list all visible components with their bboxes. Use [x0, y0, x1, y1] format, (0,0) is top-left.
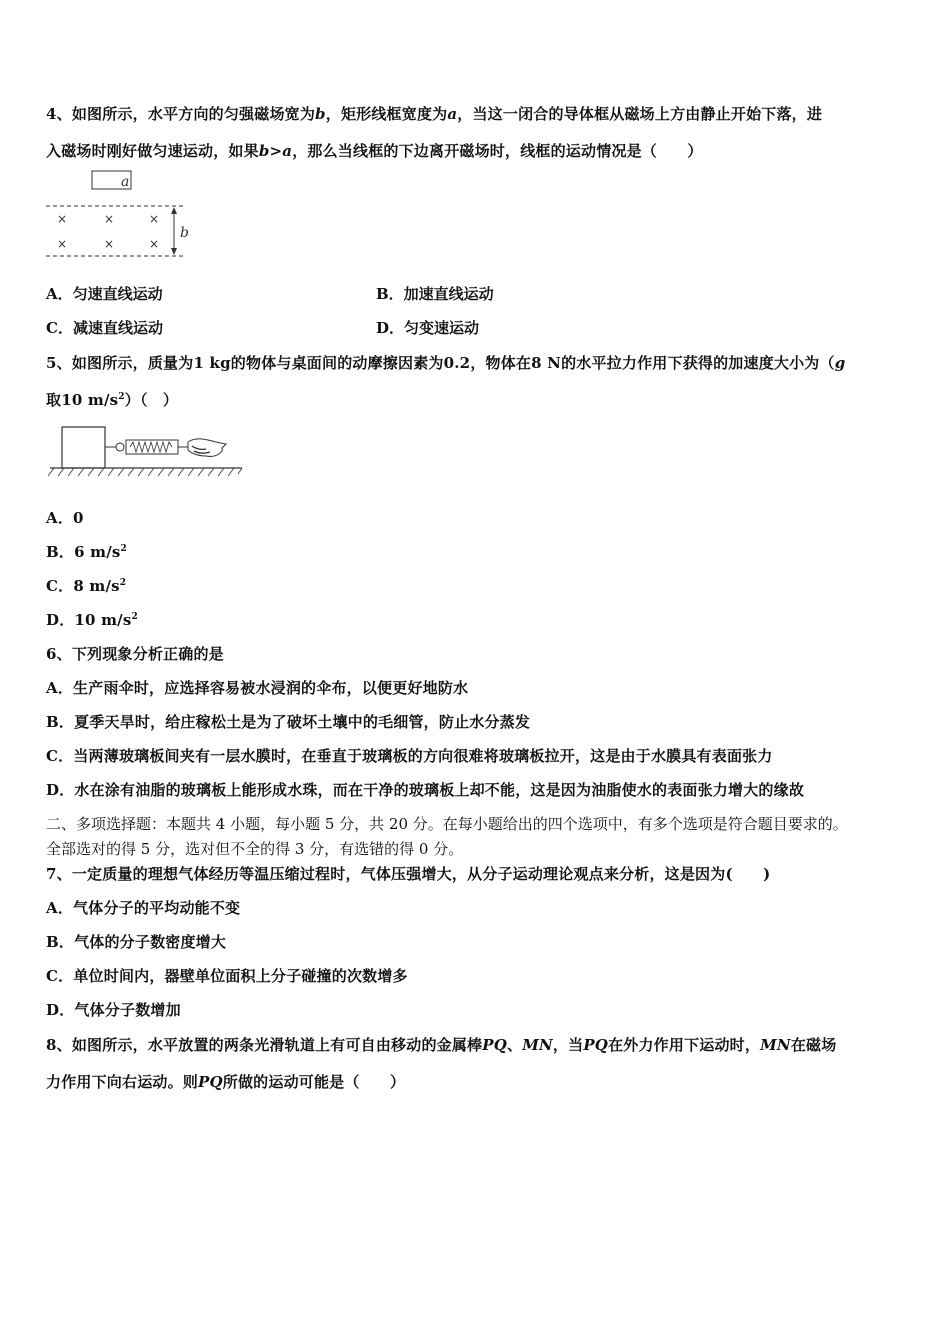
q4-var-a: a: [447, 105, 458, 123]
field-cross-mark: ×: [149, 212, 160, 226]
field-cross-mark: ×: [57, 237, 68, 251]
arrow-head-down: [171, 248, 177, 255]
q5-text: 取: [46, 391, 62, 409]
q7-option-d[interactable]: D．气体分子数增加: [46, 1001, 181, 1019]
magnetic-field-figure: [40, 166, 200, 262]
q8-text: 8、如图所示，水平放置的两条光滑轨道上有可自由移动的金属棒: [46, 1036, 483, 1054]
q5-text: 的物体与桌面间的动摩擦因素为: [230, 354, 444, 372]
spring-coil: [130, 442, 172, 452]
q4-option-d[interactable]: D．匀变速运动: [376, 319, 480, 337]
q4-text: 4、如图所示，水平方向的匀强磁场宽为: [46, 105, 316, 123]
field-width-label: b: [180, 225, 189, 241]
field-cross-mark: ×: [104, 237, 115, 251]
q5-text: 的水平拉力作用下获得的加速度大小为（: [561, 354, 835, 372]
arrow-head-up: [171, 207, 177, 214]
q7-option-c[interactable]: C．单位时间内，器壁单位面积上分子碰撞的次数增多: [46, 967, 408, 985]
q4-stem-line2: [46, 140, 703, 161]
q8-stem-line1: [46, 1034, 836, 1055]
q8-text: 在磁场: [790, 1036, 837, 1054]
q8-text: 、: [507, 1036, 523, 1054]
q5-text: ，物体在: [470, 354, 532, 372]
q6-stem: 6、下列现象分析正确的是: [46, 645, 224, 663]
q4-text: ，当这一闭合的导体框从磁场上方由静止开始下落，进: [457, 105, 823, 123]
block: [62, 427, 105, 468]
q8-rod-mn: MN: [760, 1036, 791, 1054]
q8-stem-line2: [46, 1071, 405, 1092]
hand-fingers: [192, 446, 210, 453]
q5-option-b-label: B．6 m/s: [46, 543, 121, 561]
q8-rod-pq: PQ: [198, 1073, 223, 1091]
q5-text: 5、如图所示，质量为: [46, 354, 194, 372]
field-cross-mark: ×: [104, 212, 115, 226]
coil-width-label: a: [121, 174, 130, 190]
q5-friction-coefficient: 0.2: [443, 354, 471, 372]
q8-rod-mn: MN: [522, 1036, 553, 1054]
q5-option-d-label: D．10 m/s: [46, 611, 132, 629]
q8-text: 力作用下向右运动。则: [46, 1073, 199, 1091]
q4-var-b: b: [315, 105, 326, 123]
q4-text: ，矩形线框宽度为: [325, 105, 448, 123]
q5-option-d-exp: 2: [131, 612, 138, 622]
q5-option-b[interactable]: [46, 541, 127, 562]
spring-scale-body: [126, 440, 178, 454]
q5-option-b-exp: 2: [120, 544, 128, 554]
q8-rod-pq: PQ: [482, 1036, 507, 1054]
q5-option-a-label: A．0: [46, 509, 84, 527]
q6-option-d[interactable]: D．水在涂有油脂的玻璃板上能形成水珠，而在干净的玻璃板上却不能，这是因为油脂使水的表面张力增大的缘故: [46, 781, 805, 799]
q5-force: 8 N: [531, 354, 562, 372]
q7-option-b[interactable]: B．气体的分子数密度增大: [46, 933, 227, 951]
q5-option-c-label: C．8 m/s: [46, 577, 120, 595]
q5-option-c-exp: 2: [119, 578, 127, 588]
section2-instructions-line2: 全部选对的得 5 分，选对但不全的得 3 分，有选错的得 0 分。: [46, 840, 464, 858]
q4-condition: b>a: [258, 142, 293, 160]
q5-stem-line2: 取10 $m/s^2$）（ ）: [46, 391, 179, 409]
field-cross-mark: ×: [149, 237, 160, 251]
q6-option-b[interactable]: B．夏季天旱时，给庄稼松土是为了破坏土壤中的毛细管，防止水分蒸发: [46, 713, 531, 731]
hook-ring: [116, 443, 124, 451]
q7-option-a[interactable]: A．气体分子的平均动能不变: [46, 899, 241, 917]
q5-var-g: g: [834, 354, 846, 372]
q4-option-b[interactable]: B．加速直线运动: [376, 285, 494, 303]
q6-option-c[interactable]: C．当两薄玻璃板间夹有一层水膜时，在垂直于玻璃板的方向很难将玻璃板拉开，这是由于水膜具有表面张力: [46, 747, 773, 765]
q8-text: 所做的运动可能是（ ）: [222, 1073, 406, 1091]
q5-mass: 1 kg: [193, 354, 231, 372]
q5-g-value: 10 m/s: [61, 391, 119, 409]
q8-text: 在外力作用下运动时，: [608, 1036, 761, 1054]
q4-option-a[interactable]: A．匀速直线运动: [46, 285, 163, 303]
q4-text: ，那么当线框的下边离开磁场时，线框的运动情况是（ ）: [292, 142, 703, 160]
q5-option-a[interactable]: [46, 507, 84, 528]
q5-option-c[interactable]: [46, 575, 126, 596]
q5-text: ）（ ）: [124, 391, 179, 409]
field-cross-mark: ×: [57, 212, 68, 226]
q4-text: 入磁场时刚好做匀速运动，如果: [46, 142, 259, 160]
q8-rod-pq: PQ: [583, 1036, 609, 1054]
q5-stem-line1: [46, 352, 845, 373]
q5-option-d[interactable]: [46, 609, 138, 630]
table-hatching: [48, 468, 242, 476]
q4-stem-line1: [46, 103, 822, 124]
q4-option-c[interactable]: C．减速直线运动: [46, 319, 163, 337]
section2-instructions-line1: 二、多项选择题：本题共 4 小题，每小题 5 分，共 20 分。在每小题给出的四个选项中，有多个选项是符合题目要求的。: [46, 815, 848, 833]
q8-text: ，当: [552, 1036, 584, 1054]
q6-option-a[interactable]: A．生产雨伞时，应选择容易被水浸润的伞布，以便更好地防水: [46, 679, 469, 697]
q7-stem: 7、一定质量的理想气体经历等温压缩过程时，气体压强增大，从分子运动理论观点来分析，这是因为( ): [46, 865, 771, 883]
block-spring-figure: [46, 422, 246, 482]
